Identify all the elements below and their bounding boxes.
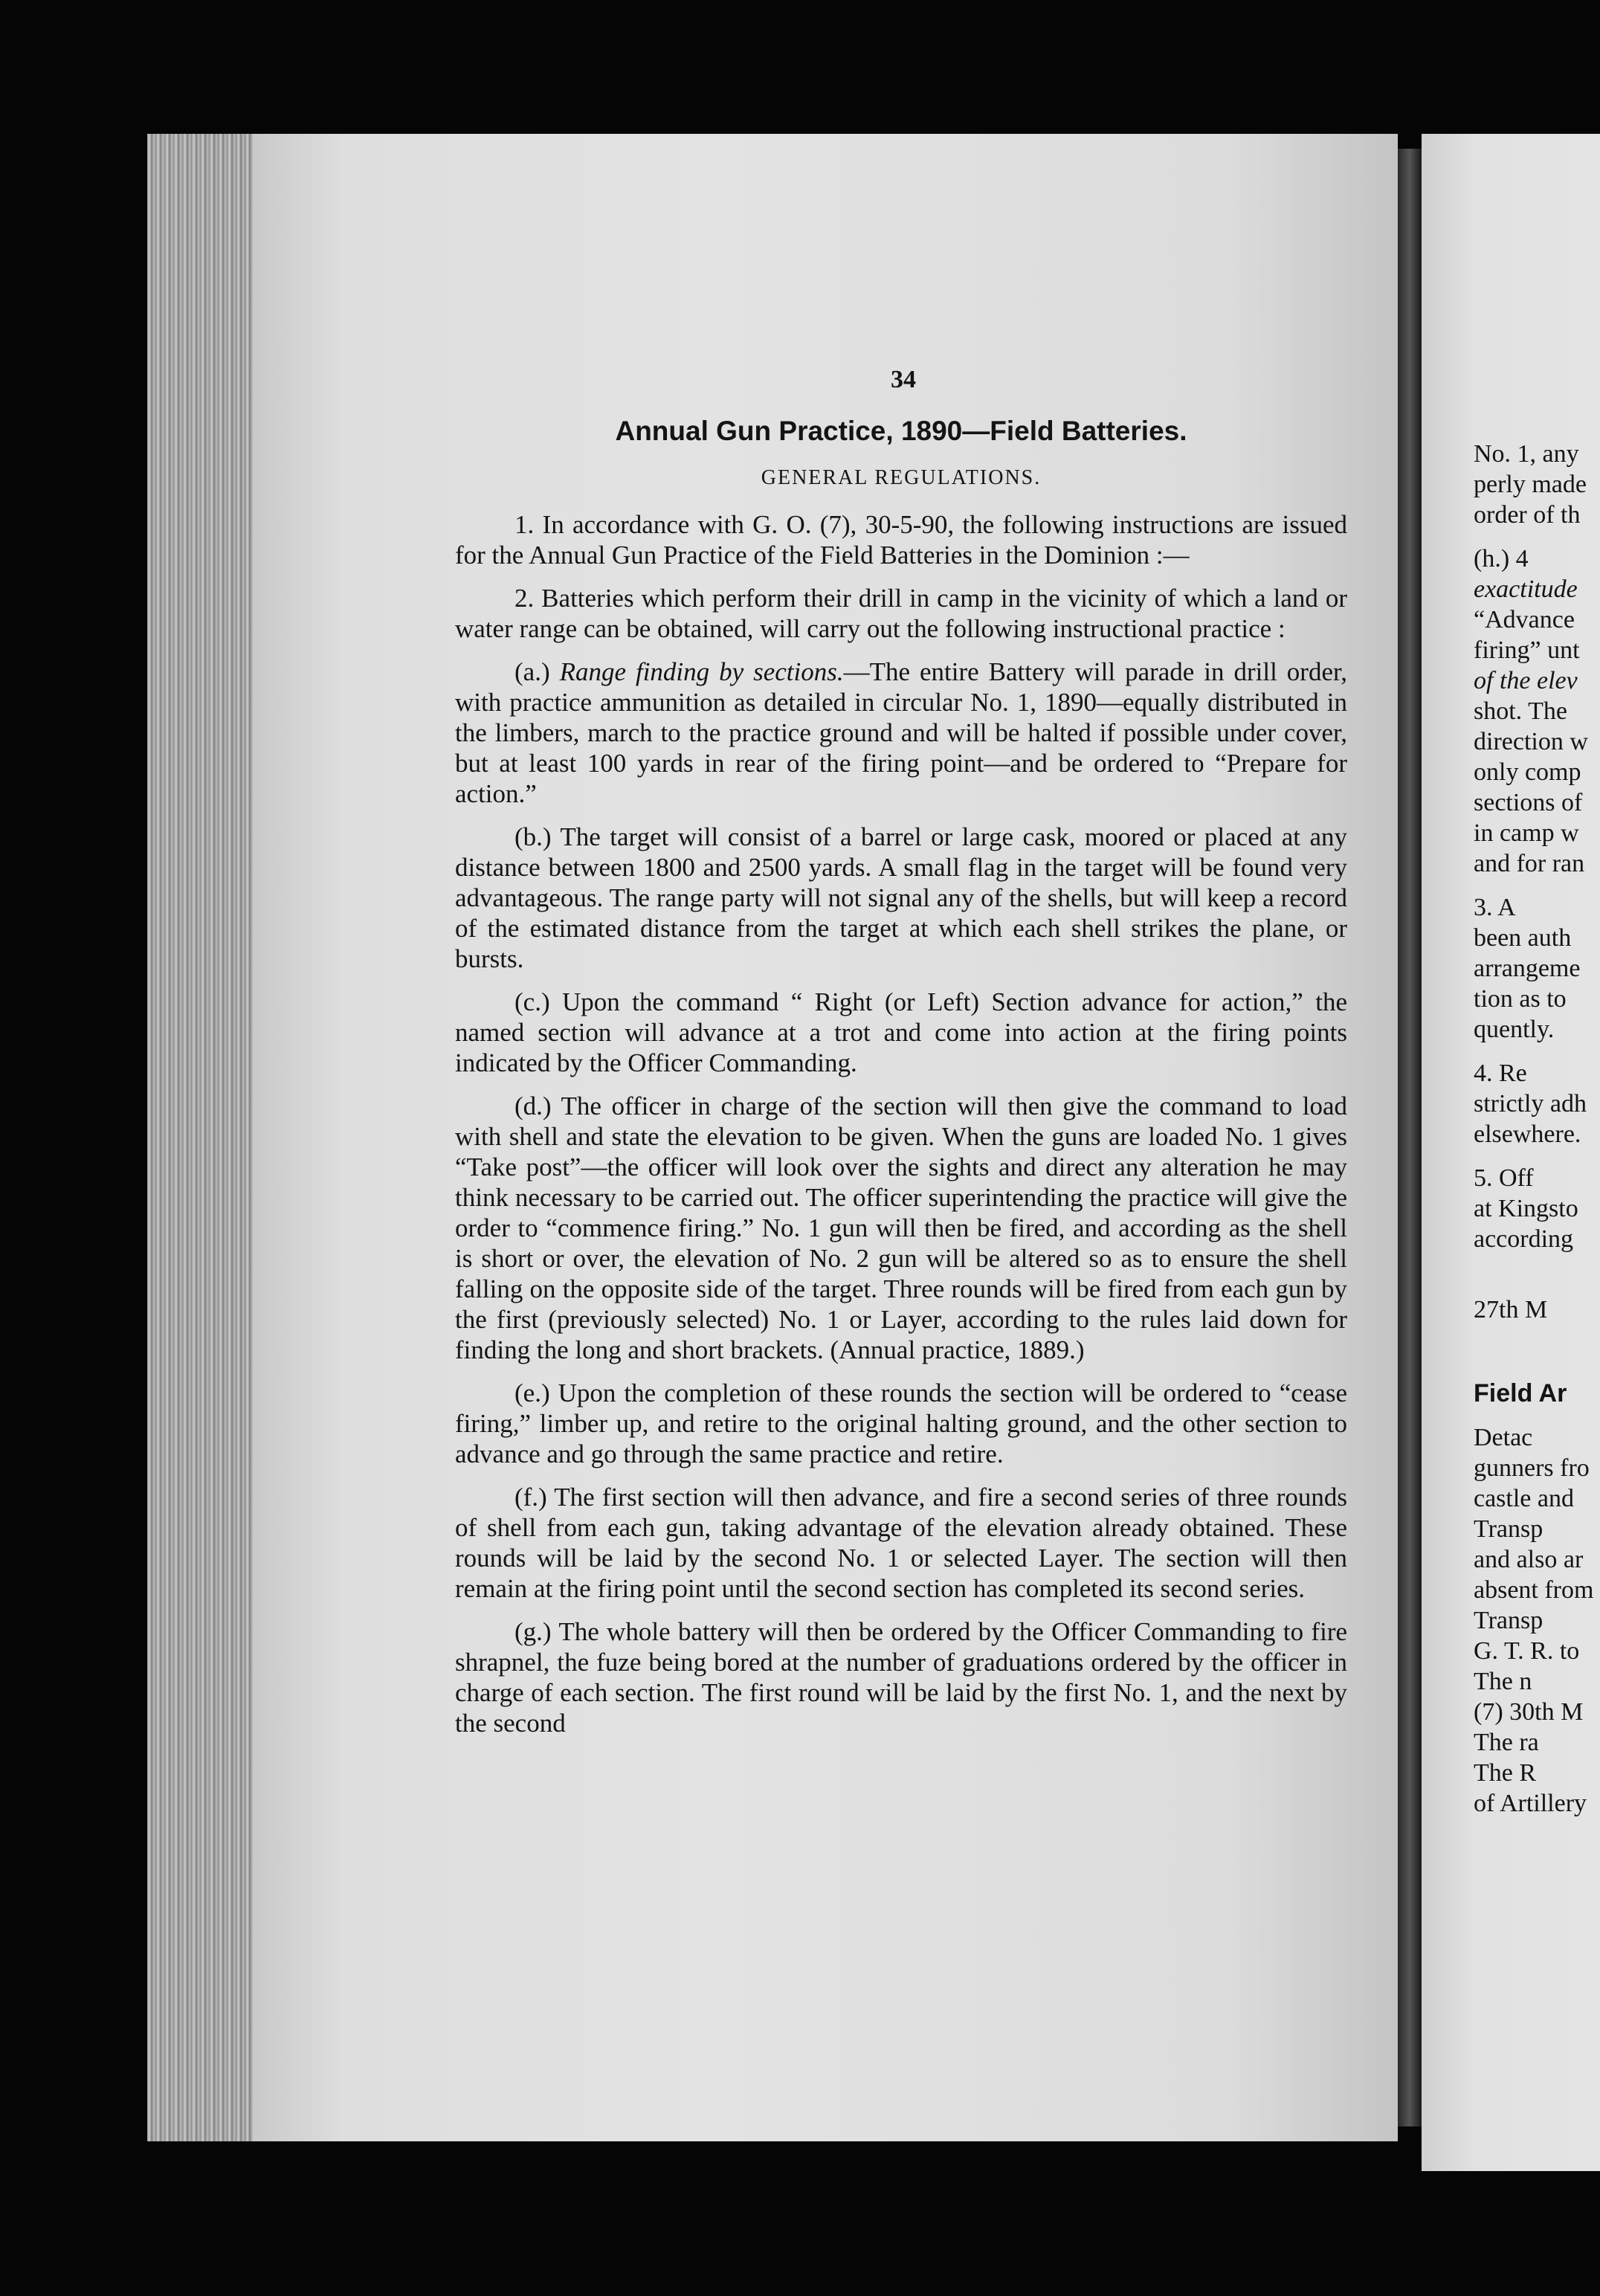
- right-page-line: firing” unt: [1474, 636, 1580, 664]
- line-gap: [1474, 1149, 1600, 1163]
- page-number: 34: [891, 366, 916, 393]
- paragraph-f: [455, 1482, 1347, 1604]
- right-page-line: arrangeme: [1474, 955, 1581, 982]
- book-gutter: [1398, 149, 1422, 2126]
- paragraph-text: 1. In accordance with G. O. (7), 30-5-90, the following instructions are issued for the Annual Gun Practice of the Field Batteries in the Dominion :—: [455, 510, 1347, 570]
- right-page-line: G. T. R. to: [1474, 1637, 1580, 1665]
- paragraph-label: (e.): [514, 1378, 558, 1407]
- line-gap: [1474, 1281, 1600, 1294]
- paragraph-1: [455, 509, 1347, 570]
- line-gap: [1474, 1338, 1600, 1352]
- right-page-line: sections of: [1474, 789, 1583, 816]
- right-page-line: The ra: [1474, 1729, 1539, 1756]
- paragraph-label: (c.): [514, 987, 562, 1016]
- right-page-line: only comp: [1474, 758, 1581, 786]
- line-gap: [1474, 530, 1600, 544]
- line-gap: [1474, 1352, 1600, 1365]
- right-page-line: Detac: [1474, 1424, 1533, 1451]
- right-page-line: at Kingsto: [1474, 1195, 1578, 1222]
- line-gap: [1474, 1325, 1600, 1338]
- right-page-line: exactitude: [1474, 575, 1578, 603]
- right-page-line: perly made: [1474, 471, 1587, 498]
- right-page-line: (7) 30th M: [1474, 1698, 1584, 1726]
- right-page-line: 3. A: [1474, 894, 1516, 921]
- paragraph-label: (d.): [514, 1091, 561, 1120]
- book-page-edges: [147, 134, 259, 2141]
- paragraph-italic: Range finding by sections.: [559, 657, 844, 686]
- right-page-line: of Artillery: [1474, 1790, 1587, 1817]
- right-page-line: “Advance: [1474, 606, 1575, 633]
- right-page-line: strictly adh: [1474, 1090, 1587, 1118]
- paragraph-label: (f.): [514, 1483, 555, 1512]
- right-page-line: The n: [1474, 1668, 1532, 1695]
- right-page-text: [1474, 439, 1600, 1819]
- right-page-line: gunners fro: [1474, 1454, 1590, 1482]
- paragraph-e: [455, 1378, 1347, 1469]
- right-page-line: Transp: [1474, 1607, 1543, 1634]
- right-page-line: tion as to: [1474, 985, 1567, 1013]
- paragraph-text: The target will consist of a barrel or large cask, moored or placed at any distance between 1800 and 2500 yards. A small flag in the target will be found very advantageous. The range party will not signal any of the shells, but will keep a record of the estimated distance from the target at which each shell strikes the plane, or bursts.: [455, 822, 1347, 973]
- right-page-line: according: [1474, 1225, 1574, 1253]
- right-page-line: of the elev: [1474, 667, 1578, 694]
- paragraph-b: [455, 822, 1347, 974]
- right-page-line: Field Ar: [1474, 1379, 1567, 1407]
- right-page-line: quently.: [1474, 1016, 1555, 1043]
- paragraph-label: (g.): [514, 1617, 559, 1646]
- paragraph-text: 2. Batteries which perform their drill in camp in the vicinity of which a land or water range can be obtained, will carry out the following instructional practice :: [455, 584, 1347, 643]
- paragraph-label: (a.): [514, 657, 560, 686]
- paragraph-text: The officer in charge of the section will then give the command to load with shell and state the elevation to be given. When the guns are loaded No. 1 gives “Take post”—the officer will look over the sights and direct any alteration he may think necessary to be carried out. The officer superintending the practice will give the order to “commence firing.” No. 1 gun will then be fired, and according as the shell is short or over, the elevation of No. 2 gun will be altered so as to ensure the shell falling on the opposite side of the target. Three rounds will be fired from each gun by the first (previously selected) No. 1 or Layer, according to the rules laid down for finding the long and short brackets. (Annual practice, 1889.): [455, 1091, 1347, 1364]
- right-page-line: been auth: [1474, 924, 1572, 952]
- paragraph-text: —The entire Battery will parade in drill order, with practice ammunition as detailed in circular No. 1, 1890—equally distributed in the limbers, march to the practice ground and will be halted if possible under cover, but at least 100 yards in rear of the firing point—and be ordered to “Prepare for action.”: [455, 657, 1347, 808]
- paragraph-2: [455, 583, 1347, 644]
- right-page-line: direction w: [1474, 728, 1588, 755]
- line-gap: [1474, 1268, 1600, 1281]
- right-page-line: absent from: [1474, 1576, 1594, 1604]
- line-gap: [1474, 1045, 1600, 1058]
- right-page-line: order of th: [1474, 501, 1581, 529]
- right-page-line: in camp w: [1474, 819, 1579, 847]
- line-gap: [1474, 1409, 1600, 1422]
- paragraph-text: Upon the completion of these rounds the section will be ordered to “cease firing,” limber up, and retire to the original halting ground, and the other section to advance and go through the same practice and retire.: [455, 1378, 1347, 1468]
- right-page-line: 4. Re: [1474, 1060, 1527, 1087]
- page-title: Annual Gun Practice, 1890—Field Batteries.: [615, 416, 1187, 446]
- left-page-text: [455, 364, 1347, 1751]
- line-gap: [1474, 879, 1600, 892]
- paragraph-label: (b.): [514, 822, 561, 851]
- right-page-line: and also ar: [1474, 1546, 1584, 1573]
- right-page-line: shot. The: [1474, 697, 1567, 725]
- paragraph-c: [455, 987, 1347, 1078]
- right-page-line: 27th M: [1474, 1296, 1548, 1323]
- right-page-line: castle and: [1474, 1485, 1574, 1512]
- right-page-line: elsewhere.: [1474, 1120, 1581, 1148]
- paragraph-a: [455, 657, 1347, 809]
- right-page-line: 5. Off: [1474, 1164, 1534, 1192]
- line-gap: [1474, 1254, 1600, 1268]
- paragraph-text: The first section will then advance, and fire a second series of three rounds of shell from each gun, taking advantage of the elevation already obtained. These rounds will be laid by the second No. 1 or selected Layer. The section will then remain at the firing point until the second section has completed its second series.: [455, 1483, 1347, 1603]
- paragraph-text: Upon the command “ Right (or Left) Section advance for action,” the named section will advance at a trot and come into action at the firing points indicated by the Officer Commanding.: [455, 987, 1347, 1077]
- line-gap: [1474, 1365, 1600, 1378]
- right-page-line: Transp: [1474, 1515, 1543, 1543]
- paragraph-d: [455, 1091, 1347, 1365]
- right-page-line: The R: [1474, 1759, 1537, 1787]
- right-page-line: (h.) 4: [1474, 545, 1529, 573]
- paragraph-text: The whole battery will then be ordered by the Officer Commanding to fire shrapnel, the fuze being bored at the number of graduations ordered by the officer in charge of each section. The first round will be laid by the first No. 1, and the next by the second: [455, 1617, 1348, 1738]
- section-heading: GENERAL REGULATIONS.: [761, 466, 1042, 489]
- paragraph-g: [455, 1616, 1347, 1738]
- right-page-line: and for ran: [1474, 850, 1585, 877]
- right-page-line: No. 1, any: [1474, 440, 1579, 468]
